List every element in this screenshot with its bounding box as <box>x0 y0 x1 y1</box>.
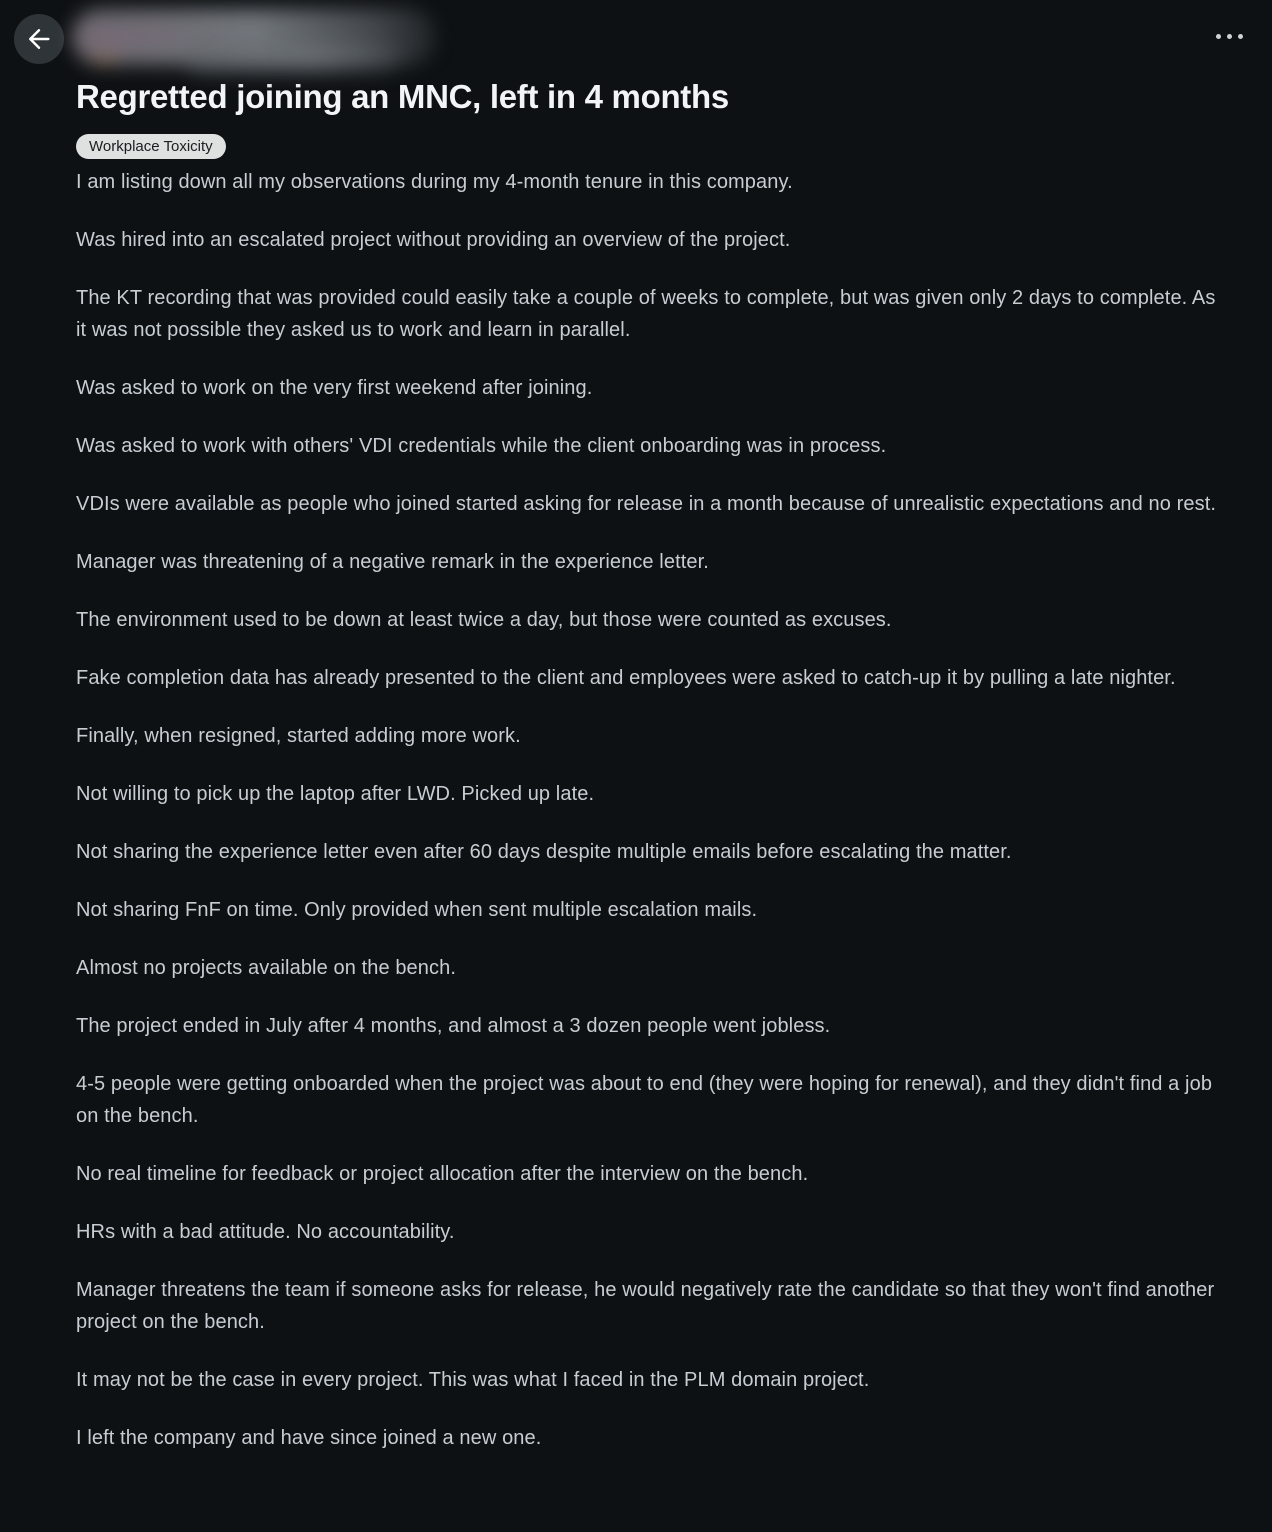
post-paragraph: Not sharing FnF on time. Only provided when sent multiple escalation mails. <box>76 899 758 921</box>
tag-workplace-toxicity[interactable]: Workplace Toxicity <box>76 134 226 159</box>
post-paragraph: Manager was threatening of a negative remark in the experience letter. <box>76 551 709 573</box>
post-paragraph: The KT recording that was provided could easily take a couple of weeks to complete, but was given only 2 days to complete. As it was not possible they asked us to work and learn in parallel. <box>76 287 1216 341</box>
post-paragraph: No real timeline for feedback or project allocation after the interview on the bench. <box>76 1163 809 1185</box>
ellipsis-icon <box>1216 34 1243 39</box>
post-paragraph: Manager threatens the team if someone asks for release, he would negatively rate the candidate so that they won't find another project on the bench. <box>76 1279 1215 1333</box>
post-content <box>0 76 1272 1484</box>
post-paragraph: The environment used to be down at least twice a day, but those were counted as excuses. <box>76 609 892 631</box>
top-bar <box>0 0 1272 66</box>
post-body <box>76 166 1230 1454</box>
post-paragraph: Not willing to pick up the laptop after LWD. Picked up late. <box>76 783 595 805</box>
post-paragraph: Not sharing the experience letter even after 60 days despite multiple emails before escalating the matter. <box>76 841 1012 863</box>
post-paragraph: The project ended in July after 4 months, and almost a 3 dozen people went jobless. <box>76 1015 831 1037</box>
back-button[interactable] <box>14 14 64 64</box>
post-paragraph: It may not be the case in every project. This was what I faced in the PLM domain project. <box>76 1369 870 1391</box>
post-paragraph: I am listing down all my observations during my 4-month tenure in this company. <box>76 171 793 193</box>
post-paragraph: 4-5 people were getting onboarded when the project was about to end (they were hoping for renewal), and they didn't find a job on the bench. <box>76 1073 1213 1127</box>
post-paragraph: Was hired into an escalated project without providing an overview of the project. <box>76 229 791 251</box>
post-paragraph: VDIs were available as people who joined started asking for release in a month because of unrealistic expectations and no rest. <box>76 493 1217 515</box>
arrow-left-icon <box>25 25 53 53</box>
more-options-button[interactable] <box>1214 28 1245 45</box>
post-paragraph: Fake completion data has already presented to the client and employees were asked to catch-up it by pulling a late nighter. <box>76 667 1176 689</box>
post-paragraph: Finally, when resigned, started adding more work. <box>76 725 521 747</box>
post-paragraph: Almost no projects available on the bench. <box>76 957 456 979</box>
redacted-user-info <box>66 7 442 75</box>
post-paragraph: Was asked to work with others' VDI credentials while the client onboarding was in process. <box>76 435 887 457</box>
post-title: Regretted joining an MNC, left in 4 months <box>76 78 729 115</box>
post-paragraph: I left the company and have since joined a new one. <box>76 1427 542 1449</box>
post-paragraph: Was asked to work on the very first weekend after joining. <box>76 377 593 399</box>
post-paragraph: HRs with a bad attitude. No accountability. <box>76 1221 455 1243</box>
